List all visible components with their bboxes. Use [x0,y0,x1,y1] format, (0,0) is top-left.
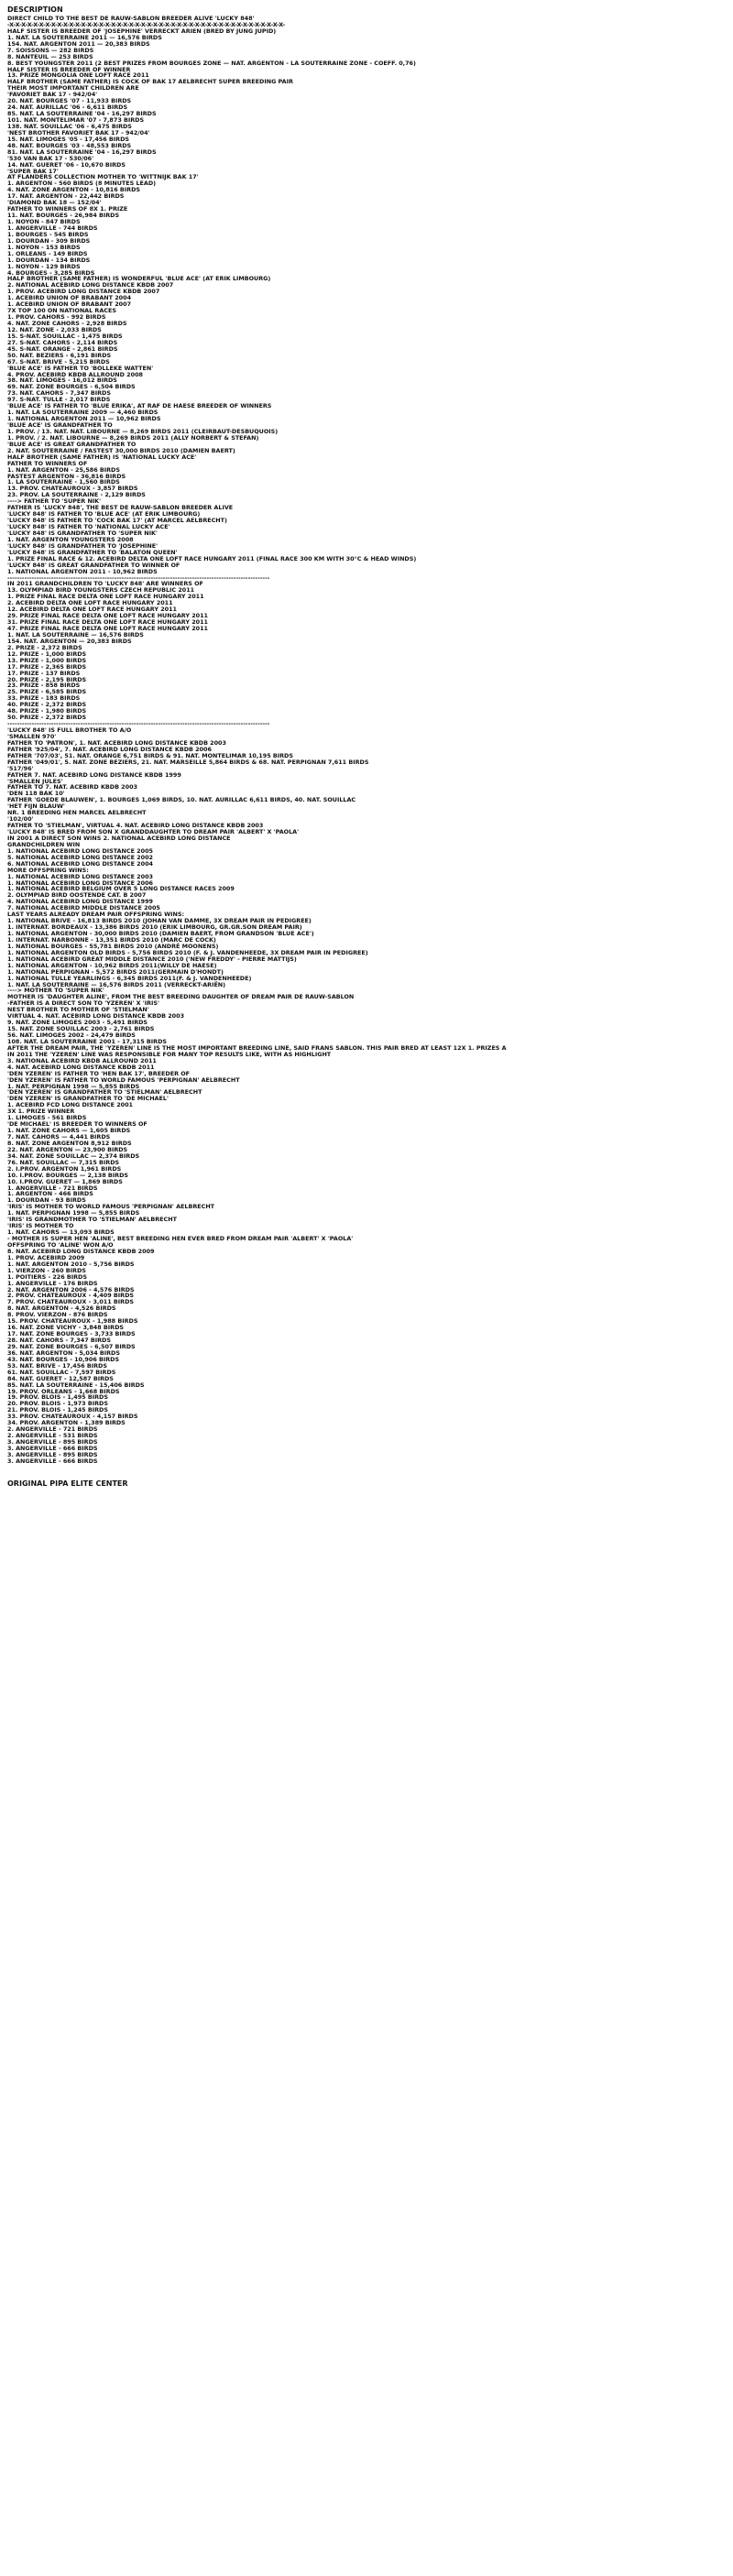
description-line: 'IRIS' IS MOTHER TO WORLD FAMOUS 'PERPIGNAN' AELBRECHT [7,1203,215,1211]
description-line: 7. SOISSONS — 282 BIRDS [7,46,94,54]
description-line: 'DEN YZEREN' IS FATHER TO WORLD FAMOUS 'PERPIGNAN' AELBRECHT [7,1075,240,1084]
description-line: 20. NAT. BOURGES '07 - 11,933 BIRDS [7,97,132,105]
description-line: MORE OFFSPRING WINS: [7,866,89,874]
description-line: 17. PRIZE - 137 BIRDS [7,669,81,677]
description-line: 36. NAT. ARGENTON - 5,034 BIRDS [7,1348,120,1357]
description-line: 'LUCKY 848' IS FATHER TO 'BLUE ACE' (AT ERIK LIMBOURG) [7,510,201,518]
description-line: 1. ANGERVILLE - 721 BIRDS [7,1184,98,1192]
description-line: -X-X-X-X-X-X-X-X-X-X-X-X-X-X-X-X-X-X-X-X-X-X-X-X-X-X-X-X-X-X-X-X-X-X-X-X-X-X-X-X-X-X-X-X-X-X- [7,20,286,28]
description-line: 1. NATIONAL BRIVE - 16,813 BIRDS 2010 (JOHAN VAN DAMME, 3X DREAM PAIR IN PEDIGREE) [7,917,312,925]
description-line: 1. PROV. ACEBIRD LONG DISTANCE KBDB 2007 [7,288,160,296]
description-line: 1. POITIERS - 226 BIRDS [7,1272,87,1281]
section-heading: DESCRIPTION [7,5,63,14]
description-line: 1. NATIONAL ACEBIRD BELGIUM OVER 5 LONG DISTANCE RACES 2009 [7,885,235,893]
description-line: 'BLUE ACE' IS GRANDFATHER TO [7,421,113,429]
description-line: 4. BOURGES - 3,285 BIRDS [7,268,95,277]
description-line: 19. PROV. ORLEANS - 1,668 BIRDS [7,1387,120,1395]
description-line: 9. NAT. ZONE LIMOGES 2003 - 5,491 BIRDS [7,1019,148,1027]
description-line: 1. NATIONAL ACEBIRD LONG DISTANCE 2006 [7,879,153,887]
description-line: THEIR MOST IMPORTANT CHILDREN ARE [7,84,139,93]
description-line: 8. NAT. ZONE ARGENTON 8,912 BIRDS [7,1139,132,1147]
description-line: 1. NATIONAL ARGENTON - 30,000 BIRDS 2010 (DAMIEN BAERT, FROM GRANDSON 'BLUE ACE') [7,930,314,937]
description-line: 1. NATIONAL TULLE YEARLINGS - 6,345 BIRDS 2011(F. & J. VANDENHEEDE) [7,974,252,982]
description-line: 1. ARGENTON - 560 BIRDS (8 MINUTES LEAD) [7,180,157,188]
description-line: 'SMALLEN 970' [7,732,57,740]
description-line: 'SMALLEN JULES' [7,777,63,785]
description-line: 2. OLYMPIAD BIRD OOSTENDE CAT. B 2007 [7,891,147,900]
description-line: IN 2011 THE 'YZEREN' LINE WAS RESPONSIBLE FOR MANY TOP RESULTS LIKE, WITH AS HIGHLIGHT [7,1050,332,1058]
description-line: 48. NAT. BOURGES '03 - 48,553 BIRDS [7,141,132,149]
description-line: 'LUCKY 848' IS GRANDFATHER TO 'BALATON QUEEN' [7,548,178,556]
description-line: 108. NAT. LA SOUTERRAINE 2001 - 17,315 BIRDS [7,1037,167,1045]
description-line: 24. NAT. AURILLAC '06 - 6,611 BIRDS [7,104,128,112]
description-line: 4. NAT. ACEBIRD LONG DISTANCE KBDB 2011 [7,1063,155,1071]
description-line: 1. ANGERVILLE - 744 BIRDS [7,224,98,232]
description-line: 38. NAT. LIMOGES - 16,012 BIRDS [7,377,117,385]
description-line: 23. PROV. LA SOUTERRAINE - 2,129 BIRDS [7,491,146,499]
description-line: 'BLUE ACE' IS FATHER TO 'BOLLEKE WATTEN' [7,364,154,372]
description-line: 50. NAT. BEZIERS - 6,191 BIRDS [7,351,112,359]
description-line: 138. NAT. SOUILLAC '06 - 6,475 BIRDS [7,122,132,130]
description-line: 'FAVORIET BAK 17 - 942/04' [7,91,98,99]
description-line: 53. NAT. BRIVE - 17,456 BIRDS [7,1361,107,1370]
description-line: 7. PROV. CHATEAUROUX - 3,011 BIRDS [7,1298,134,1306]
description-line: 34. PROV. ARGENTON - 1,389 BIRDS [7,1419,126,1427]
description-line: 56. NAT. LIMOGES 2002 - 24,479 BIRDS [7,1031,136,1039]
description-line: FATHER TO WINNERS OF [7,459,88,467]
description-line: FATHER '925/04', 7. NAT. ACEBIRD LONG DISTANCE KBDB 2006 [7,745,212,753]
description-line: 1. NAT. LA SOUTERRAINE 2011 — 16,576 BIRDS [7,33,162,41]
description-line: GRANDCHILDREN WIN [7,840,81,848]
description-line: 1. PROV. ACEBIRD 2009 [7,1253,85,1261]
description-line: 2. ANGERVILLE - 531 BIRDS [7,1432,98,1440]
description-line: 2. NAT. ARGENTON 2006 - 4,576 BIRDS [7,1285,135,1293]
description-line: FATHER '049/01', 5. NAT. ZONE BEZIERS, 21. NAT. MARSEILLE 5,864 BIRDS & 68. NAT. PERPIGNAN 7,611 BIRDS [7,758,369,766]
description-line: 85. NAT. LA SOUTERRAINE - 15,406 BIRDS [7,1381,145,1389]
description-line: 20. PROV. BLOIS - 1,973 BIRDS [7,1400,108,1408]
description-line: 1. ARGENTON - 466 BIRDS [7,1190,93,1198]
description-line: '530 VAN BAK 17 - 530/06' [7,154,94,162]
description-line: 76. NAT. SOUILLAC — 7,315 BIRDS [7,1158,120,1166]
description-line: 8. BEST YOUNGSTER 2011 (2 BEST PRIZES FROM BOURGES ZONE — NAT. ARGENTON - LA SOUTERRAINE ZONE - COEFF. 0,76) [7,59,416,67]
description-line: 1. NATIONAL PERPIGNAN - 5,572 BIRDS 2011(GERMAIN D'HONDT) [7,967,224,976]
description-line: 6. NATIONAL ACEBIRD LONG DISTANCE 2004 [7,859,153,868]
description-line: 101. NAT. MONTELIMAR '07 - 7,873 BIRDS [7,116,145,124]
description-line: 2. ANGERVILLE - 721 BIRDS [7,1425,98,1434]
description-line: AFTER THE DREAM PAIR, THE 'YZEREN' LINE IS THE MOST IMPORTANT BREEDING LINE, SAID FRANS SABLON. THIS PAIR BRED AT LEAST 12X 1. PRIZES A [7,1043,507,1052]
description-line: 23. PRIZE - 858 BIRDS [7,682,81,690]
description-line: 'IRIS' IS GRANDMOTHER TO 'STIELMAN' AELBRECHT [7,1216,177,1224]
description-line: 2. PRIZE - 2,372 BIRDS [7,643,82,651]
description-line: 'SUPER BAK 17' [7,167,59,175]
description-line: 1. NAT. ARGENTON 2010 - 5,756 BIRDS [7,1260,135,1268]
description-line: 1. VIERZON - 260 BIRDS [7,1266,86,1274]
description-line: 'IRIS' IS MOTHER TO [7,1222,74,1230]
description-line: 1. INTERNAT. NARBONNE - 13,351 BIRDS 2010 (MARC DE COCK) [7,935,216,944]
description-line: 50. PRIZE - 2,372 BIRDS [7,714,87,722]
description-line: 'DEN 118 BAK 10' [7,790,65,798]
description-line: 11. NAT. BOURGES - 26,984 BIRDS [7,212,120,220]
description-line: 15. NAT. LIMOGES '05 - 17,456 BIRDS [7,135,129,143]
description-line: FATHER TO 'PATRON', 1. NAT. ACEBIRD LONG DISTANCE KBDB 2003 [7,738,226,747]
description-line: 1. NATIONAL ARGENTON 2011 — 10,962 BIRDS [7,415,161,423]
description-line: 10. I.PROV. GUERET — 1,869 BIRDS [7,1177,123,1185]
description-line: 'BLUE ACE' IS FATHER TO 'BLUE ERIKA', AT RAF DE HAESE BREEDER OF WINNERS [7,402,272,410]
description-line: 1. NATIONAL ACEBIRD LONG DISTANCE 2003 [7,872,153,880]
description-line: 'DEN YZEREN' IS FATHER TO 'HEN BAK 17', BREEDER OF [7,1069,191,1077]
description-line: 1. NAT. CAHORS — 13,093 BIRDS [7,1228,115,1237]
description-line: 1. ANGERVILLE - 176 BIRDS [7,1279,98,1287]
description-line: 12. ACEBIRD DELTA ONE LOFT RACE HUNGARY 2011 [7,606,177,614]
description-line: 3. ANGERVILLE - 666 BIRDS [7,1444,98,1452]
description-line: MOTHER IS 'DAUGHTER ALINE', FROM THE BEST BREEDING DAUGHTER OF DREAM PAIR DE RAUW-SABLON [7,993,355,1001]
description-line: 17. PRIZE - 2,365 BIRDS [7,662,87,671]
description-line: '517/96' [7,764,34,772]
description-line: 1. NAT. PERPIGNAN 1998 — 5,855 BIRDS [7,1082,140,1090]
description-line: 12. NAT. ZONE - 2,033 BIRDS [7,325,102,333]
description-line: 'DIAMOND BAK 18 — 152/04' [7,199,102,207]
description-line: 1. NAT. ARGENTON YOUNGSTERS 2008 [7,535,134,543]
description-line: 29. NAT. ZONE BOURGES - 6,507 BIRDS [7,1342,136,1350]
description-line: 'LUCKY 848' IS GRANDFATHER TO 'JOSEPHINE' [7,541,159,550]
description-line: 'HET FIJN BLAUW' [7,802,65,811]
description-line: 'LUCKY 848' IS GREAT GRANDFATHER TO WINNER OF [7,561,181,569]
description-line: 7X TOP 100 ON NATIONAL RACES [7,307,116,315]
description-line: 97. S-NAT. TULLE - 2,017 BIRDS [7,396,111,404]
description-line: 4. NAT. ZONE ARGENTON - 10,816 BIRDS [7,186,140,194]
description-line: 22. NAT. ARGENTON — 23,900 BIRDS [7,1145,128,1153]
description-line: 20. PRIZE - 2,195 BIRDS [7,675,87,683]
description-line: 8. NANTEUIL — 253 BIRDS [7,52,93,60]
description-line: 31. PRIZE FINAL RACE DELTA ONE LOFT RACE HUNGARY 2011 [7,618,208,627]
description-line: 1. NAT. ARGENTON - 25,586 BIRDS [7,465,120,474]
description-line: AT FLANDERS COLLECTION MOTHER TO 'WITTNIJK BAK 17' [7,173,199,181]
description-line: 'DE MICHAEL' IS BREEDER TO WINNERS OF [7,1120,148,1129]
description-line: 45. S-NAT. ORANGE - 2,861 BIRDS [7,344,118,353]
description-line: 1. PRIZE FINAL RACE & 12. ACEBIRD DELTA ONE LOFT RACE HUNGARY 2011 (FINAL RACE 300 KM WITH 30°C & HEAD WINDS) [7,554,417,562]
description-line: HALF SISTER IS BREEDER OF 'JOSEPHINE' VERRECKT ARIEN (BRED BY JUNG JUPID) [7,27,277,35]
description-line: 3. ANGERVILLE - 895 BIRDS [7,1438,98,1446]
description-line: 2. PROV. CHATEAUROUX - 4,409 BIRDS [7,1292,134,1300]
description-line: 10. I.PROV. BOURGES — 2,138 BIRDS [7,1171,128,1179]
description-line: FATHER 'GOEDE BLAUWEN', 1. BOURGES 1,069 BIRDS, 10. NAT. AURILLAC 6,611 BIRDS, 40. NAT. SOUILLAC [7,796,356,804]
description-line: 1. NATIONAL ARGENTON OLD BIRDS - 5,756 BIRDS 2010 (F. & J. VANDENHEEDE, 3X DREAM PAIR IN PEDIGREE) [7,948,368,956]
description-line: 1. LA SOUTERRAINE - 1,560 BIRDS [7,478,120,486]
description-line: 1. BOURGES - 545 BIRDS [7,230,89,238]
description-line: 'DEN YZEREN' IS GRANDFATHER TO 'DE MICHAEL' [7,1095,169,1103]
description-line: 1. NATIONAL BOURGES - 55,781 BIRDS 2010 (ANDRÉ MOONENS) [7,942,219,950]
description-line: '102/00' [7,815,34,824]
description-line: 12. PRIZE - 1,000 BIRDS [7,649,87,658]
description-line: 48. PRIZE - 1,980 BIRDS [7,707,87,715]
description-line: 85. NAT. LA SOUTERRAINE '04 - 16,297 BIRDS [7,110,157,118]
description-line: 1. ACEBIRD UNION OF BRABANT 2007 [7,300,132,309]
description-line: 84. NAT. GUERET - 12,587 BIRDS [7,1374,114,1382]
description-line: 13. PROV. CHATEAUROUX - 3,857 BIRDS [7,485,138,493]
description-line: FASTEST ARGENTON - 36,816 BIRDS [7,472,126,480]
description-line: FATHER '707/03', 51. NAT. ORANGE 6,751 BIRDS & 91. NAT. MONTELIMAR 10,195 BIRDS [7,751,293,759]
description-line: 8. PROV. VIERZON - 876 BIRDS [7,1311,108,1319]
description-line: 1. DOURDAN - 309 BIRDS [7,236,91,245]
description-line: 73. NAT. CAHORS - 7,347 BIRDS [7,389,111,398]
description-line: 1. NATIONAL ACEBIRD LONG DISTANCE 2005 [7,846,153,855]
description-line: IN 2001 A DIRECT SON WINS 2. NATIONAL ACEBIRD LONG DISTANCE [7,834,231,842]
description-line: 1. PRIZE FINAL RACE DELTA ONE LOFT RACE HUNGARY 2011 [7,593,204,601]
description-line: 1. ORLEANS - 149 BIRDS [7,249,88,257]
description-line: NR. 1 BREEDING HEN MARCEL AELBRECHT [7,809,147,817]
description-line: 2. ACEBIRD DELTA ONE LOFT RACE HUNGARY 2011 [7,599,173,607]
description-body [7,16,726,1465]
description-line: 1. NAT. LA SOUTERRAINE — 16,576 BIRDS 2011 (VERRECKT-ARIËN) [7,980,226,988]
description-line: 2. NATIONAL ACEBIRD LONG DISTANCE KBDB 2007 [7,281,174,289]
description-line: 1. DOURDAN - 93 BIRDS [7,1196,86,1205]
description-line: LAST YEARS ALREADY DREAM PAIR OFFSPRING WINS: [7,911,185,919]
description-line: OFFSPRING TO 'ALINE' WON A/O [7,1240,114,1249]
description-line: 21. PROV. BLOIS - 1,245 BIRDS [7,1406,108,1414]
description-line: FATHER IS 'LUCKY 848', THE BEST DE RAUW-SABLON BREEDER ALIVE [7,504,234,512]
footer-title: ORIGINAL PIPA ELITE CENTER [7,1479,128,1488]
description-line: 3. ANGERVILLE - 895 BIRDS [7,1450,98,1458]
description-line: 1. INTERNAT. BORDEAUX - 13,386 BIRDS 2010 (ERIK LIMBOURG, GR.GR.SON DREAM PAIR) [7,923,302,932]
description-line: 8. NAT. ACEBIRD LONG DISTANCE KBDB 2009 [7,1247,155,1255]
description-line: 34. NAT. ZONE SOUILLAC — 2,374 BIRDS [7,1152,140,1160]
description-line: 'LUCKY 848' IS GRANDFATHER TO 'SUPER NIK' [7,529,158,537]
description-line: 8. NAT. ARGENTON - 4,526 BIRDS [7,1304,116,1313]
description-line: 1. NOYON - 847 BIRDS [7,218,81,225]
description-line: 1. NAT. LA SOUTERRAINE — 16,576 BIRDS [7,630,144,639]
description-line: 15. NAT. ZONE SOUILLAC 2003 - 2,761 BIRDS [7,1025,155,1033]
description-line: HALF BROTHER (SAME FATHER) IS 'NATIONAL LUCKY ACE' [7,453,197,461]
description-line: 4. NATIONAL ACEBIRD LONG DISTANCE 1999 [7,898,153,906]
description-line: 1. NOYON - 153 BIRDS [7,243,81,251]
description-line: FATHER TO WINNERS OF 8X 1. PRIZE [7,205,128,213]
description-line: 1. LIMOGES - 561 BIRDS [7,1114,87,1122]
description-line: 1. NAT. PERPIGNAN 1998 — 5,855 BIRDS [7,1209,140,1217]
description-line: 'BLUE ACE' IS GREAT GRANDFATHER TO [7,440,137,448]
description-line: 'NEST BROTHER FAVORIET BAK 17 - 942/04' [7,128,150,136]
description-line: 1. PROV. CAHORS - 992 BIRDS [7,313,106,322]
description-line: FATHER 7. NAT. ACEBIRD LONG DISTANCE KBDB 1999 [7,770,181,779]
description-line: 7. NATIONAL ACEBIRD MIDDLE DISTANCE 2005 [7,904,160,912]
description-line: 1. ACEBIRD FCD LONG DISTANCE 2001 [7,1101,133,1109]
description-line: 3X 1. PRIZE WINNER [7,1108,75,1116]
description-line: 25. PRIZE - 6,585 BIRDS [7,688,87,696]
description-line: HALF BROTHER (SAME FATHER) IS WONDERFUL 'BLUE ACE' (AT ERIK LIMBOURG) [7,275,271,283]
description-line: 47. PRIZE FINAL RACE DELTA ONE LOFT RACE HUNGARY 2011 [7,625,208,632]
description-line: 17. NAT. ZONE BOURGES - 3,733 BIRDS [7,1330,136,1338]
description-line: 'LUCKY 848' IS BRED FROM SON X GRANDDAUGHTER TO DREAM PAIR 'ALBERT' X 'PAOLA' [7,828,300,835]
description-line: 15. PROV. CHATEAUROUX - 1,988 BIRDS [7,1317,138,1326]
description-line: 13. PRIZE MONGOLIA ONE LOFT RACE 2011 [7,71,149,80]
description-line: 'LUCKY 848' IS FATHER TO 'NATIONAL LUCKY ACE' [7,523,170,530]
description-line: ------------------------------------------------------------------------------------------------------------ [7,720,270,728]
description-line: 1. NAT. LA SOUTERRAINE 2009 — 4,460 BIRDS [7,409,159,417]
description-line: 28. NAT. CAHORS - 7,347 BIRDS [7,1337,111,1344]
description-line: 7. NAT. CAHORS — 4,441 BIRDS [7,1133,111,1141]
description-line: HALF BROTHER (SAME FATHER) IS COCK OF BAK 17 AELBRECHT SUPER BREEDING PAIR [7,78,293,86]
description-line: 14. NAT. GUERET '06 - 10,670 BIRDS [7,160,126,169]
description-line: DIRECT CHILD TO THE BEST DE RAUW-SABLON BREEDER ALIVE 'LUCKY 848' [7,16,255,22]
description-line: 1. PROV. / 13. NAT. NAT. LIBOURNE — 8,269 BIRDS 2011 (CLEIRBAUT-DESBUQUOIS) [7,427,279,435]
description-line: ----> MOTHER TO 'SUPER NIK' [7,987,104,995]
description-line: 2. NAT. SOUTERRAINE / FASTEST 30,000 BIRDS 2010 (DAMIEN BAERT) [7,446,235,454]
description-line: 3. ANGERVILLE - 666 BIRDS [7,1457,98,1465]
description-line: - MOTHER IS SUPER HEN 'ALINE', BEST BREEDING HEN EVER BRED FROM DREAM PAIR 'ALBERT' X 'PAOLA' [7,1235,354,1242]
description-line: 1. PROV. / 2. NAT. LIBOURNE — 8,269 BIRDS 2011 (ALLY NORBERT & STEFAN) [7,433,259,442]
description-line: 3. NATIONAL ACEBIRD KBDB ALLROUND 2011 [7,1056,157,1064]
description-line: 15. S-NAT. SOUILLAC - 1,475 BIRDS [7,332,123,340]
description-line: 33. PROV. CHATEAUROUX - 4,157 BIRDS [7,1413,138,1421]
description-line: 'DEN YZEREN' IS GRANDFATHER TO 'STIELMAN' AELBRECHT [7,1088,202,1097]
description-line: 27. S-NAT. CAHORS - 2,114 BIRDS [7,338,118,346]
description-line: NEST BROTHER TO MOTHER OF 'STIELMAN' [7,1006,149,1014]
description-line: 16. NAT. ZONE VICHY - 3,848 BIRDS [7,1324,124,1332]
description-line: VIRTUAL 4. NAT. ACEBIRD LONG DISTANCE KBDB 2003 [7,1012,185,1021]
description-line: ------------------------------------------------------------------------------------------------------------ [7,573,270,582]
description-line: 4. NAT. ZONE CAHORS - 2,928 BIRDS [7,320,127,327]
description-line: HALF SISTER IS BREEDER OF WINNER [7,65,131,73]
description-line: 1. NATIONAL ARGENTON 2011 - 10,962 BIRDS [7,567,158,575]
description-line: 29. PRIZE FINAL RACE DELTA ONE LOFT RACE HUNGARY 2011 [7,612,208,620]
description-line: 19. PROV. BLOIS - 1,495 BIRDS [7,1393,108,1402]
description-line: 154. NAT. ARGENTON 2011 — 20,383 BIRDS [7,39,150,48]
description-line: 17. NAT. ARGENTON - 22,442 BIRDS [7,192,125,201]
description-line: 1. NATIONAL ACEBIRD GREAT MIDDLE DISTANCE 2010 ('NEW FREDDY' - PIERRE MATTIJS) [7,955,297,963]
description-line: IN 2011 GRANDCHILDREN TO 'LUCKY 848' ARE WINNERS OF [7,580,203,588]
description-line: FATHER TO 7. NAT. ACEBIRD KBDB 2003 [7,783,137,791]
description-line: ----> FATHER TO 'SUPER NIK' [7,497,102,506]
description-line: 4. PROV. ACEBIRD KBDB ALLROUND 2008 [7,370,143,378]
description-line: 'LUCKY 848' IS FULL BROTHER TO A/O [7,726,132,734]
description-line: 67. S-NAT. BRIVE - 5,215 BIRDS [7,357,110,366]
description-line: 5. NATIONAL ACEBIRD LONG DISTANCE 2002 [7,853,153,861]
description-line: 33. PRIZE - 183 BIRDS [7,694,81,703]
description-line: FATHER TO 'STIELMAN', VIRTUAL 4. NAT. ACEBIRD LONG DISTANCE KBDB 2003 [7,822,264,830]
description-line: 61. NAT. SOUILLAC - 7,597 BIRDS [7,1368,116,1376]
description-line: -FATHER IS A DIRECT SON TO 'YZEREN' X 'IRIS' [7,999,159,1008]
description-line: 1. NOYON - 129 BIRDS [7,262,81,270]
description-line: 2. I.PROV. ARGENTON 1,961 BIRDS [7,1164,122,1173]
description-line: 1. ACEBIRD UNION OF BRABANT 2004 [7,294,132,302]
description-line: 154. NAT. ARGENTON — 20,383 BIRDS [7,637,132,645]
description-line: 'LUCKY 848' IS FATHER TO 'COCK BAK 17' (AT MARCEL AELBRECHT) [7,517,227,525]
description-line: 43. NAT. BOURGES - 10,906 BIRDS [7,1355,120,1363]
description-line: 1. DOURDAN - 134 BIRDS [7,256,91,264]
description-line: 40. PRIZE - 2,372 BIRDS [7,701,87,709]
description-line: 81. NAT. LA SOUTERRAINE '04 - 16,297 BIRDS [7,147,157,156]
description-line: 13. PRIZE - 1,000 BIRDS [7,656,87,664]
description-line: 13. OLYMPIAD BIRD YOUNGSTERS CZECH REPUBLIC 2011 [7,586,195,595]
description-line: 1. NAT. ZONE CAHORS — 1,605 BIRDS [7,1127,131,1135]
description-line: 69. NAT. ZONE BOURGES - 6,504 BIRDS [7,383,136,391]
description-line: 1. NATIONAL ARGENTON - 10,962 BIRDS 2011(WILLY DE HAESE) [7,961,217,969]
